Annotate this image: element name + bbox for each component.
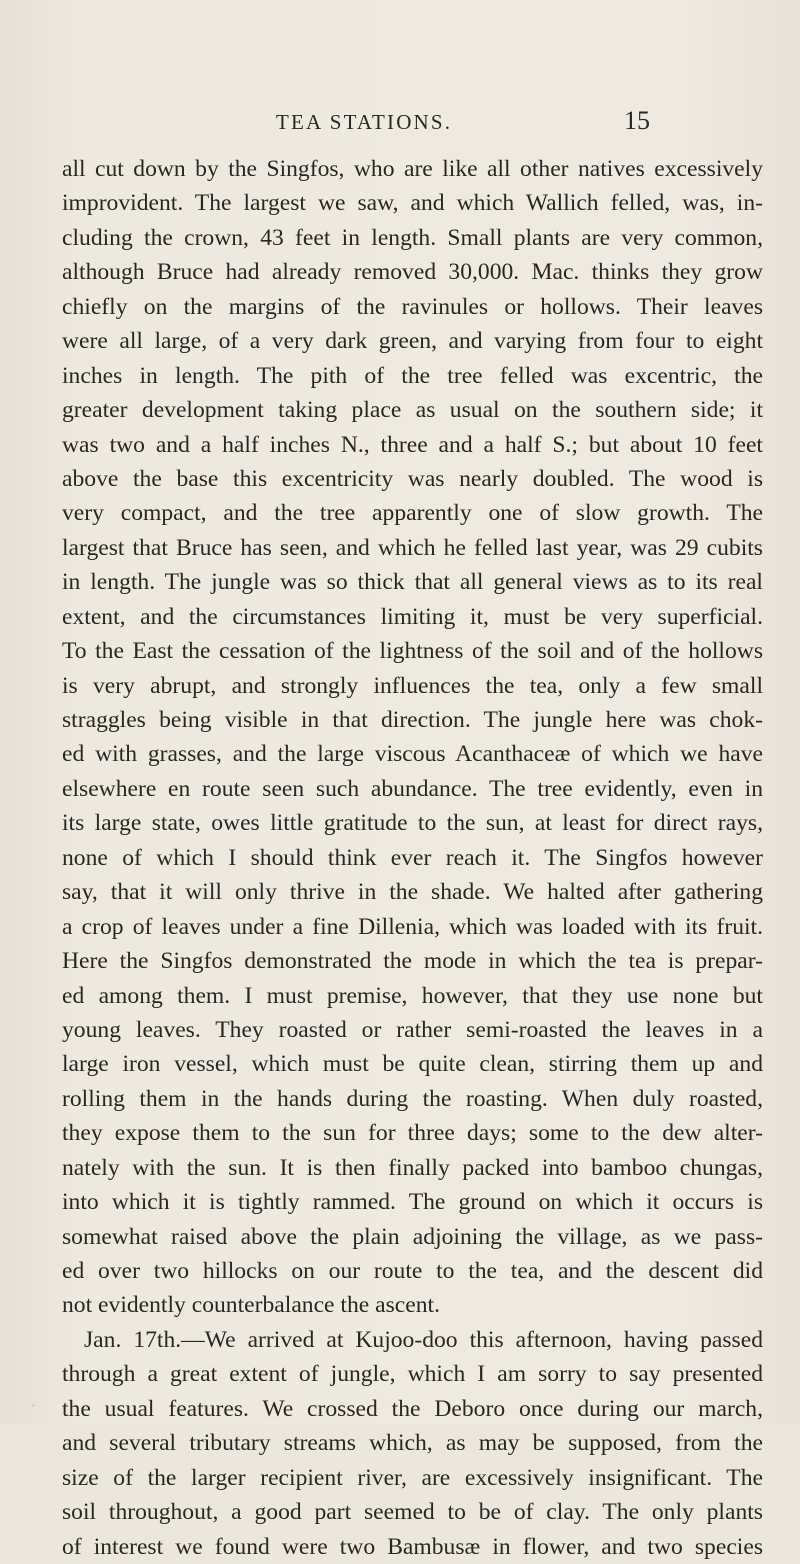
- text-line: all cut down by the Singfos, who are like all other natives excessively: [62, 156, 763, 182]
- text-line: were all large, of a very dark green, and varying from four to eight: [62, 328, 763, 355]
- text-line: cluding the crown, 43 feet in length. Small plants are very common,: [62, 224, 763, 251]
- text-line: is very abrupt, and strongly influences the tea, only a few small: [62, 672, 763, 699]
- text-line: none of which I should think ever reach it. The Singfos however: [62, 844, 763, 871]
- page-number: 15: [624, 106, 650, 135]
- body-text: [62, 152, 763, 1564]
- text-line: very compact, and the tree apparently one of slow growth. The: [62, 500, 763, 527]
- text-line: large iron vessel, which must be quite clean, stirring them up and: [62, 1051, 763, 1078]
- page-header: [0, 106, 800, 140]
- text-line: in length. The jungle was so thick that all general views as to its real: [62, 569, 763, 596]
- text-line: Jan. 17th.—We arrived at Kujoo-doo this afternoon, having passed: [84, 1326, 763, 1353]
- text-line: Here the Singfos demonstrated the mode in which the tea is prepar-: [62, 948, 763, 975]
- text-line: straggles being visible in that direction. The jungle here was chok-: [62, 707, 763, 733]
- text-line: not evidently counterbalance the ascent.: [62, 1292, 440, 1319]
- text-line: through a great extent of jungle, which I am sorry to say presented: [62, 1361, 763, 1388]
- text-line: elsewhere en route seen such abundance. The tree evidently, even in: [62, 775, 763, 802]
- text-line: above the base this excentricity was nearly doubled. The wood is: [62, 465, 763, 492]
- text-line: nately with the sun. It is then finally packed into bamboo chungas,: [62, 1154, 763, 1181]
- text-line: ed among them. I must premise, however, that they use none but: [62, 982, 763, 1009]
- text-line: of interest we found were two Bambusæ in flower, and two species: [62, 1533, 763, 1560]
- text-line: ed over two hillocks on our route to the tea, and the descent did: [62, 1258, 763, 1284]
- text-line: largest that Bruce has seen, and which he felled last year, was 29 cubits: [62, 534, 763, 561]
- text-line: To the East the cessation of the lightness of the soil and of the hollows: [62, 638, 763, 665]
- text-line: chiefly on the margins of the ravinules or hollows. Their leaves: [62, 293, 763, 320]
- text-line: improvident. The largest we saw, and which Wallich felled, was, in-: [62, 190, 763, 217]
- paper-spot: [32, 1404, 35, 1407]
- text-line: although Bruce had already removed 30,000. Mac. thinks they grow: [62, 259, 763, 286]
- text-line: was two and a half inches N., three and a half S.; but about 10 feet: [62, 431, 763, 458]
- text-line: ed with grasses, and the large viscous Acanthaceæ of which we have: [62, 741, 763, 768]
- text-line: inches in length. The pith of the tree felled was excentric, the: [62, 362, 763, 389]
- running-head: TEA STATIONS.: [276, 110, 453, 134]
- text-line: a crop of leaves under a fine Dillenia, which was loaded with its fruit.: [62, 913, 763, 940]
- text-line: soil throughout, a good part seemed to be of clay. The only plants: [62, 1499, 763, 1526]
- text-line: and several tributary streams which, as may be supposed, from the: [62, 1430, 763, 1457]
- text-line: say, that it will only thrive in the shade. We halted after gathering: [62, 879, 763, 906]
- text-line: greater development taking place as usual on the southern side; it: [62, 397, 763, 424]
- text-line: size of the larger recipient river, are excessively insignificant. The: [62, 1464, 763, 1491]
- text-line: extent, and the circumstances limiting it, must be very superficial.: [62, 603, 763, 630]
- text-line: its large state, owes little gratitude to the sun, at least for direct rays,: [62, 810, 763, 837]
- text-line: rolling them in the hands during the roasting. When duly roasted,: [62, 1085, 763, 1112]
- text-line: into which it is tightly rammed. The ground on which it occurs is: [62, 1189, 763, 1216]
- text-line: somewhat raised above the plain adjoining the village, as we pass-: [62, 1223, 763, 1250]
- paper-spot: [604, 1340, 607, 1344]
- text-line: the usual features. We crossed the Deboro once during our march,: [62, 1395, 763, 1422]
- text-line: they expose them to the sun for three days; some to the dew alter-: [62, 1120, 763, 1147]
- text-line: young leaves. They roasted or rather semi-roasted the leaves in a: [62, 1016, 763, 1043]
